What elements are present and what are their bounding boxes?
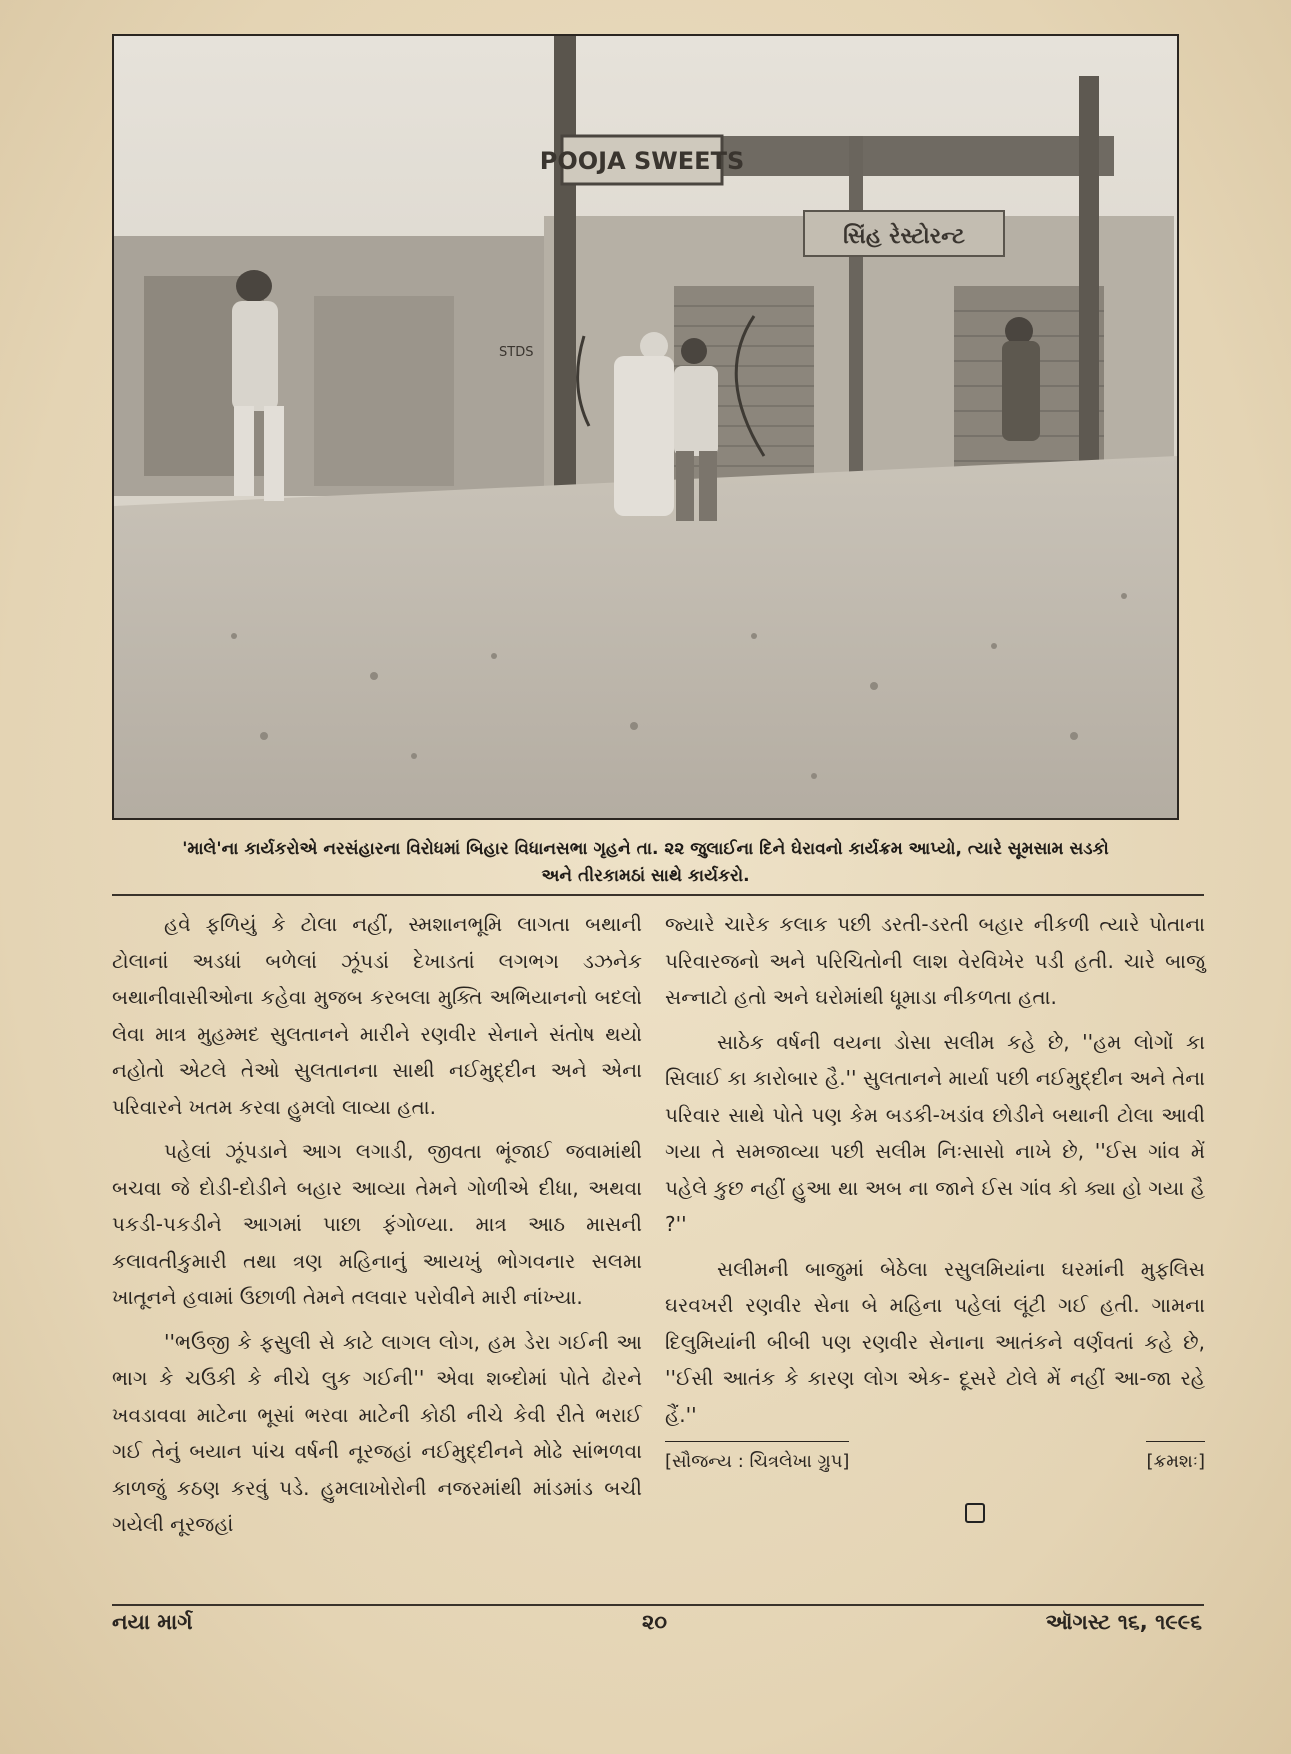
photo-sign-main: POOJA SWEETS [539, 147, 745, 175]
news-photo [112, 34, 1179, 820]
photo-sign-right: સિંહ રેસ્ટોરન્ટ [843, 224, 965, 249]
left-paragraph-2: પહેલાં ઝૂંપડાને આગ લગાડી, જીવતા ભૂંજાઈ જવામાંથી બચવા જે દોડી-દોડીને બહાર આવ્યા તેમને ગોળીએ દીધા, અથવા પકડી-પકડીને આગમાં પાછા ફંગોળ્યા. માત્ર આઠ માસની કલાવતીકુમારી તથા ત્રણ મહિનાનું આયખું ભોગવનાર સલમા ખાતૂનને હવામાં ઉછાળી તેમને તલવાર પરોવીને મારી નાંખ્યા. [112, 1139, 642, 1309]
right-paragraph-3: સલીમની બાજુમાં બેઠેલા રસુલમિયાંના ઘરમાંની મુફલિસ ઘરવખરી રણવીર સેના બે મહિના પહેલાં લૂંટી ગઈ હતી. ગામના દિલુમિયાંની બીબી પણ રણવીર સેનાના આતંકને વર્ણવતાં કહે છે, ''ઈસી આતંક કે કારણ લોગ એક- દૂસરે ટોલે મેં નહીં આ-જા રહે હૈં.'' [665, 1256, 1205, 1427]
credit-line [665, 1441, 1205, 1481]
right-paragraph-1: જ્યારે ચારેક કલાક પછી ડરતી-ડરતી બહાર નીકળી ત્યારે પોતાના પરિવારજનો અને પરિચિતોની લાશ વેરવિખેર પડી હતી. ચારે બાજુ સન્નાટો હતો અને ઘરોમાંથી ધૂમાડા નીકળતા હતા. [665, 912, 1205, 1009]
caption-divider [112, 894, 1204, 896]
footer-divider [112, 1604, 1204, 1606]
issue-date: ઑગસ્ટ ૧૬, ૧૯૯૬ [1045, 1610, 1202, 1634]
article-left-column [112, 906, 642, 1551]
magazine-name: નયા માર્ગ [112, 1610, 193, 1634]
continued-marker: [ક્રમશઃ] [1146, 1441, 1205, 1481]
page-number: ૨૦ [642, 1610, 667, 1634]
left-paragraph-1: હવે ફળિયું કે ટોલા નહીં, સ્મશાનભૂમિ લાગતા બથાની ટોલાનાં અડધાં બળેલાં ઝૂંપડાં દેખાડતાં લગભગ ડઝનેક બથાનીવાસીઓના કહેવા મુજબ કરબલા મુક્તિ અભિયાનનો બદલો લેવા માત્ર મુહમ્મદ સુલતાનને મારીને રણવીર સેનાને સંતોષ થયો નહોતો એટલે તેઓ સુલતાનના સાથી નઈમુદ્દીન અને એના પરિવારને ખતમ કરવા હુમલો લાવ્યા હતા. [112, 912, 642, 1119]
caption-line-1: 'માલે'ના કાર્યકરોએ નરસંહારના વિરોધમાં બિહાર વિધાનસભા ગૃહને તા. ૨૨ જુલાઈના દિને ઘેરાવનો કાર્યક્રમ આપ્યો, ત્યારે સૂમસામ સડકો [182, 839, 1109, 859]
photo-caption [112, 836, 1179, 890]
right-paragraph-2: સાઠેક વર્ષની વયના ડોસા સલીમ કહે છે, ''હમ લોગોં કા સિલાઈ કા કારોબાર હૈ.'' સુલતાનને માર્યા પછી નઈમુદ્દીન અને તેના પરિવાર સાથે પોતે પણ કેમ બડકી-ખડાંવ છોડીને બથાની ટોલા આવી ગયા તે સમજાવ્યા પછી સલીમ નિઃસાસો નાખે છે, ''ઈસ ગાંવ મેં પહેલે કુછ નહીં હુઆ થા અબ ના જાને ઈસ ગાંવ કો ક્યા હો ગયા હૈ ?'' [665, 1029, 1205, 1236]
caption-line-2: અને તીરકામઠાં સાથે કાર્યકરો. [541, 866, 750, 886]
end-mark-icon [965, 1503, 985, 1523]
street-scene-photo [114, 36, 1177, 818]
article-right-column [665, 906, 1205, 1523]
source-credit: [સૌજન્ય : ચિત્રલેખા ગ્રુપ] [665, 1441, 849, 1481]
left-paragraph-3: ''ભઉજી કે ફસુલી સે કાટે લાગલ લોગ, હમ ડેરા ગઈની આ ભાગ કે ચઉકી કે નીચે લુક ગઈની'' એવા શબ્દોમાં પોતે ઢોરને ખવડાવવા માટેના ભૂસાં ભરવા માટેની કોઠી નીચે કેવી રીતે ભરાઈ ગઈ તેનું બયાન પાંચ વર્ષની નૂરજહાં નઈમુદ્દીનને મોઢે સાંભળવા કાળજું કઠણ કરવું પડે. હુમલાખોરોની નજરમાંથી માંડમાંડ બચી ગયેલી નૂરજહાં [112, 1329, 642, 1536]
photo-sign-booth: STDS [499, 345, 534, 360]
